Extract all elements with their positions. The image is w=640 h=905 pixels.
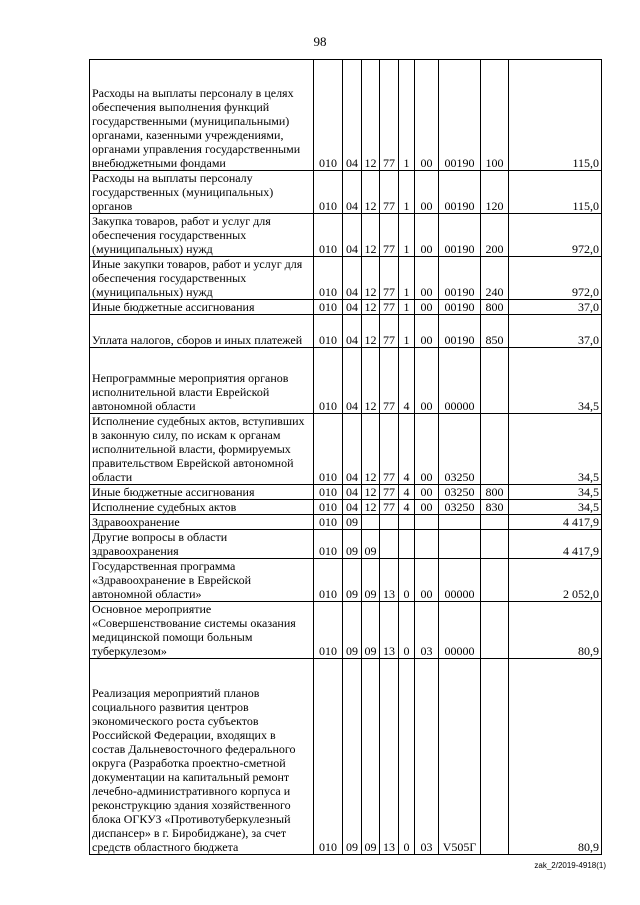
expense-name: Другие вопросы в области здравоохранения (90, 530, 314, 559)
expense-type-code: 200 (481, 214, 509, 257)
section-code: 09 (343, 602, 362, 659)
table-row (90, 414, 602, 485)
table-row (90, 348, 602, 414)
direction-code: V505Г (439, 659, 481, 855)
amount: 2 052,0 (509, 559, 602, 602)
event-code: 00 (415, 485, 439, 500)
amount: 34,5 (509, 348, 602, 414)
program-code: 77 (380, 414, 399, 485)
subprogram-code: 0 (399, 602, 415, 659)
section-code: 04 (343, 214, 362, 257)
subsection-code: 09 (362, 659, 380, 855)
expense-type-code: 240 (481, 257, 509, 300)
subsection-code: 12 (362, 171, 380, 214)
subsection-code: 09 (362, 530, 380, 559)
amount: 37,0 (509, 315, 602, 348)
event-code: 00 (415, 257, 439, 300)
document-reference: zak_2/2019-4918(1) (534, 861, 606, 870)
subprogram-code: 1 (399, 171, 415, 214)
direction-code (439, 515, 481, 530)
budget-table (89, 59, 602, 855)
amount: 115,0 (509, 60, 602, 171)
expense-name: Расходы на выплаты персоналу в целях обеспечения выполнения функций государственными (муниципальными) органами, казенными учреждениями, органами управления государственными внебюджетными фондами (90, 60, 314, 171)
ministry-code: 010 (314, 559, 343, 602)
subsection-code: 12 (362, 214, 380, 257)
direction-code (439, 530, 481, 559)
table-row (90, 500, 602, 515)
amount: 80,9 (509, 659, 602, 855)
table-row (90, 659, 602, 855)
event-code: 00 (415, 559, 439, 602)
subprogram-code: 4 (399, 485, 415, 500)
direction-code: 03250 (439, 500, 481, 515)
table-row (90, 530, 602, 559)
expense-name: Реализация мероприятий планов социального развития центров экономического роста субъектов Российской Федерации, входящих в состав Дальневосточного федерального округа (Разработка проектно-сметной документации на капитальный ремонт лечебно-административного корпуса и реконструкцию здания хозяйственного блока ОГКУЗ «Противотуберкулезный диспансер» в г. Биробиджане), за счет средств областного бюджета (90, 659, 314, 855)
amount: 34,5 (509, 500, 602, 515)
direction-code: 00190 (439, 60, 481, 171)
program-code (380, 515, 399, 530)
subsection-code: 12 (362, 300, 380, 315)
ministry-code: 010 (314, 485, 343, 500)
expense-type-code: 800 (481, 485, 509, 500)
expense-name: Здравоохранение (90, 515, 314, 530)
ministry-code: 010 (314, 315, 343, 348)
subsection-code: 12 (362, 485, 380, 500)
section-code: 04 (343, 60, 362, 171)
subprogram-code: 1 (399, 300, 415, 315)
ministry-code: 010 (314, 300, 343, 315)
ministry-code: 010 (314, 500, 343, 515)
subsection-code (362, 515, 380, 530)
section-code: 09 (343, 530, 362, 559)
expense-type-code (481, 515, 509, 530)
program-code: 77 (380, 214, 399, 257)
table-row (90, 485, 602, 500)
amount: 80,9 (509, 602, 602, 659)
section-code: 04 (343, 315, 362, 348)
expense-name: Государственная программа «Здравоохранение в Еврейской автономной области» (90, 559, 314, 602)
program-code: 77 (380, 171, 399, 214)
expense-type-code: 850 (481, 315, 509, 348)
expense-name: Иные бюджетные ассигнования (90, 485, 314, 500)
event-code: 00 (415, 300, 439, 315)
amount: 37,0 (509, 300, 602, 315)
subprogram-code: 1 (399, 315, 415, 348)
event-code: 03 (415, 602, 439, 659)
expense-type-code: 830 (481, 500, 509, 515)
program-code: 77 (380, 348, 399, 414)
section-code: 04 (343, 485, 362, 500)
expense-type-code: 800 (481, 300, 509, 315)
expense-name: Иные закупки товаров, работ и услуг для обеспечения государственных (муниципальных) нужд (90, 257, 314, 300)
table-row (90, 60, 602, 171)
event-code: 00 (415, 60, 439, 171)
subprogram-code: 4 (399, 500, 415, 515)
expense-name: Исполнение судебных актов, вступивших в законную силу, по искам к органам исполнительной власти, формируемых правительством Еврейской автономной области (90, 414, 314, 485)
program-code (380, 530, 399, 559)
program-code: 13 (380, 559, 399, 602)
expense-type-code (481, 530, 509, 559)
expense-name: Уплата налогов, сборов и иных платежей (90, 315, 314, 348)
table-row (90, 602, 602, 659)
direction-code: 00190 (439, 214, 481, 257)
ministry-code: 010 (314, 515, 343, 530)
event-code: 00 (415, 348, 439, 414)
subprogram-code: 1 (399, 214, 415, 257)
direction-code: 00000 (439, 559, 481, 602)
program-code: 77 (380, 60, 399, 171)
program-code: 77 (380, 300, 399, 315)
amount: 4 417,9 (509, 515, 602, 530)
section-code: 04 (343, 414, 362, 485)
event-code (415, 515, 439, 530)
table-row (90, 315, 602, 348)
table-row (90, 559, 602, 602)
subprogram-code: 1 (399, 60, 415, 171)
event-code: 03 (415, 659, 439, 855)
subsection-code: 09 (362, 559, 380, 602)
section-code: 04 (343, 171, 362, 214)
page-number: 98 (313, 34, 327, 49)
program-code: 77 (380, 500, 399, 515)
subsection-code: 12 (362, 257, 380, 300)
table-row (90, 257, 602, 300)
amount: 34,5 (509, 414, 602, 485)
section-code: 04 (343, 500, 362, 515)
event-code: 00 (415, 214, 439, 257)
event-code: 00 (415, 414, 439, 485)
expense-name: Основное мероприятие «Совершенствование системы оказания медицинской помощи больным туберкулезом» (90, 602, 314, 659)
ministry-code: 010 (314, 414, 343, 485)
amount: 972,0 (509, 214, 602, 257)
ministry-code: 010 (314, 171, 343, 214)
expense-type-code (481, 659, 509, 855)
direction-code: 03250 (439, 414, 481, 485)
subprogram-code: 4 (399, 414, 415, 485)
subsection-code: 12 (362, 414, 380, 485)
section-code: 04 (343, 257, 362, 300)
subprogram-code: 1 (399, 257, 415, 300)
event-code: 00 (415, 500, 439, 515)
expense-name: Исполнение судебных актов (90, 500, 314, 515)
program-code: 13 (380, 659, 399, 855)
direction-code: 00000 (439, 602, 481, 659)
expense-type-code: 120 (481, 171, 509, 214)
expense-type-code: 100 (481, 60, 509, 171)
expense-name: Расходы на выплаты персоналу государственных (муниципальных) органов (90, 171, 314, 214)
expense-type-code (481, 414, 509, 485)
amount: 972,0 (509, 257, 602, 300)
table-row (90, 171, 602, 214)
subprogram-code (399, 530, 415, 559)
section-code: 04 (343, 348, 362, 414)
program-code: 13 (380, 602, 399, 659)
subprogram-code (399, 515, 415, 530)
subsection-code: 12 (362, 500, 380, 515)
subprogram-code: 4 (399, 348, 415, 414)
program-code: 77 (380, 257, 399, 300)
table-row (90, 214, 602, 257)
expense-type-code (481, 348, 509, 414)
ministry-code: 010 (314, 348, 343, 414)
program-code: 77 (380, 315, 399, 348)
subsection-code: 12 (362, 348, 380, 414)
subprogram-code: 0 (399, 659, 415, 855)
program-code: 77 (380, 485, 399, 500)
direction-code: 00000 (439, 348, 481, 414)
expense-type-code (481, 602, 509, 659)
subsection-code: 09 (362, 602, 380, 659)
expense-name: Непрограммные мероприятия органов исполнительной власти Еврейской автономной области (90, 348, 314, 414)
section-code: 09 (343, 515, 362, 530)
direction-code: 00190 (439, 257, 481, 300)
subsection-code: 12 (362, 315, 380, 348)
subsection-code: 12 (362, 60, 380, 171)
ministry-code: 010 (314, 60, 343, 171)
subprogram-code: 0 (399, 559, 415, 602)
table-row (90, 515, 602, 530)
expense-name: Закупка товаров, работ и услуг для обеспечения государственных (муниципальных) нужд (90, 214, 314, 257)
expense-type-code (481, 559, 509, 602)
amount: 34,5 (509, 485, 602, 500)
direction-code: 00190 (439, 315, 481, 348)
expense-name: Иные бюджетные ассигнования (90, 300, 314, 315)
ministry-code: 010 (314, 659, 343, 855)
direction-code: 00190 (439, 171, 481, 214)
section-code: 09 (343, 559, 362, 602)
amount: 115,0 (509, 171, 602, 214)
amount: 4 417,9 (509, 530, 602, 559)
event-code (415, 530, 439, 559)
ministry-code: 010 (314, 530, 343, 559)
ministry-code: 010 (314, 257, 343, 300)
event-code: 00 (415, 171, 439, 214)
section-code: 04 (343, 300, 362, 315)
direction-code: 03250 (439, 485, 481, 500)
table-row (90, 300, 602, 315)
ministry-code: 010 (314, 214, 343, 257)
direction-code: 00190 (439, 300, 481, 315)
section-code: 09 (343, 659, 362, 855)
ministry-code: 010 (314, 602, 343, 659)
event-code: 00 (415, 315, 439, 348)
